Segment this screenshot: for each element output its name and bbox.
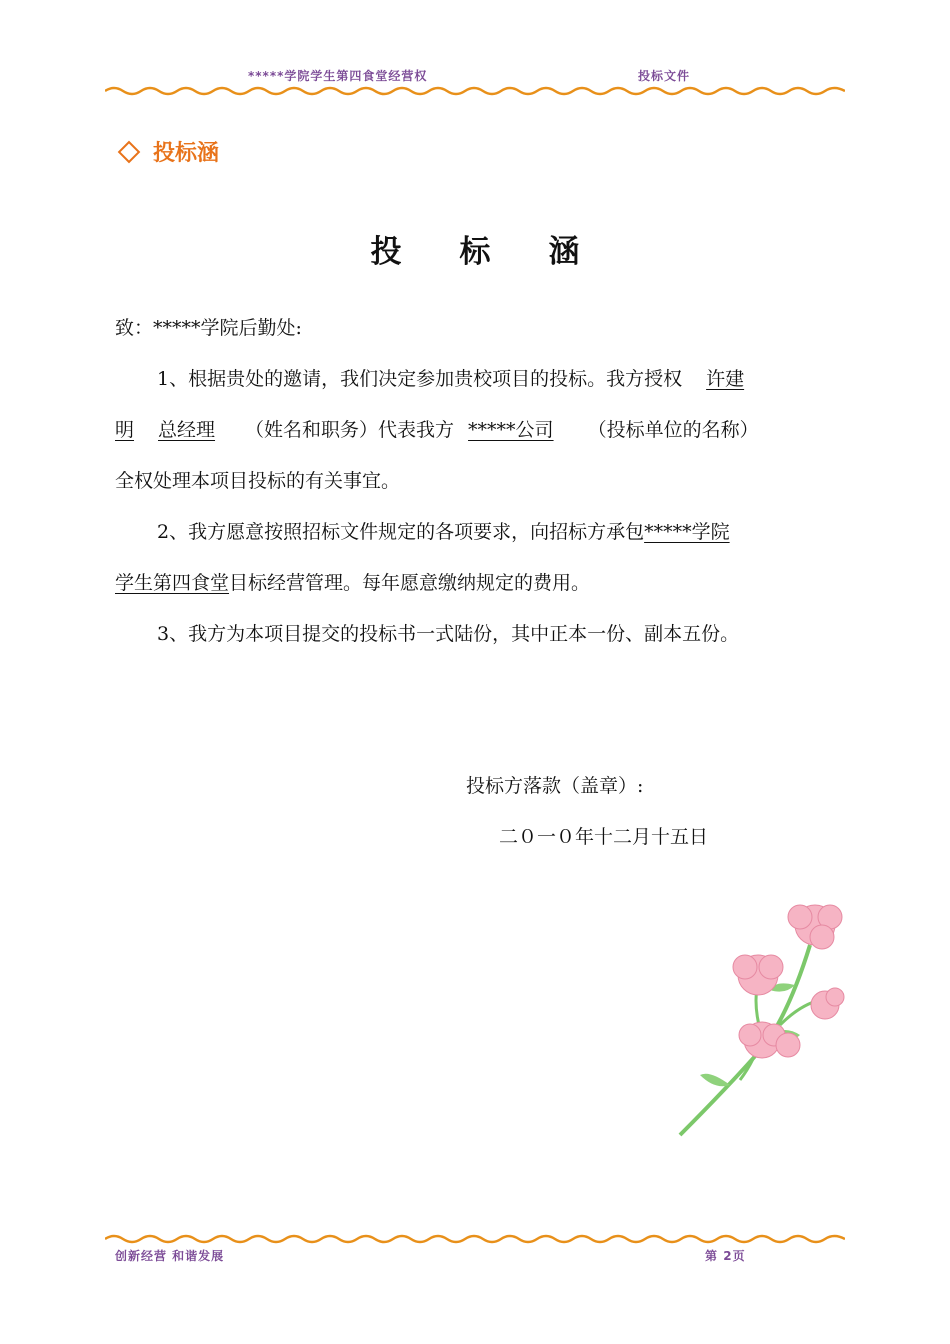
paragraph-2-line-1 — [157, 519, 730, 545]
authorized-person-name-part2: 明 — [115, 419, 135, 441]
header-left-text: *****学院学生第四食堂经营权 — [248, 69, 428, 83]
project-name-part1: *****学院 — [644, 521, 730, 543]
document-title: 投标涵 — [370, 234, 638, 270]
footer-wave-divider — [105, 1232, 845, 1246]
signature-label: 投标方落款（盖章）: — [466, 775, 644, 797]
authorized-person-title: 总经理 — [158, 419, 216, 441]
p1-after-company: （投标单位的名称） — [587, 419, 759, 441]
page-indicator — [705, 1247, 746, 1264]
diamond-bullet-icon — [118, 140, 141, 163]
footer-slogan: 创新经营 和谐发展 — [115, 1249, 225, 1263]
paragraph-2-line-2 — [115, 570, 590, 596]
p2-rest-text: 目标经营管理。每年愿意缴纳规定的费用。 — [229, 572, 591, 594]
page-prefix: 第 — [705, 1249, 719, 1263]
p2-text: 2、我方愿意按照招标文件规定的各项要求，向招标方承包 — [157, 521, 645, 543]
page-suffix: 页 — [732, 1249, 746, 1263]
header-right-text: 投标文件 — [638, 69, 691, 83]
p1-mid-text: （姓名和职务）代表我方 — [245, 419, 455, 441]
p1-text: 1、根据贵处的邀请，我们决定参加贵校项目的投标。我方授权 — [157, 368, 683, 390]
header-wave-divider — [105, 84, 845, 98]
page-number: 2 — [723, 1249, 733, 1263]
section-heading — [117, 136, 219, 167]
paragraph-3: 3、我方为本项目提交的投标书一式陆份，其中正本一份、副本五份。 — [157, 623, 740, 645]
paragraph-1-line-1 — [157, 366, 744, 392]
bidder-company-name: *****公司 — [468, 419, 554, 441]
document-date: 二０一０年十二月十五日 — [499, 826, 709, 848]
section-heading-text: 投标涵 — [153, 141, 220, 166]
paragraph-1-line-2 — [115, 417, 759, 443]
project-name-part2: 学生第四食堂 — [115, 572, 230, 594]
carnation-flower-icon — [670, 895, 870, 1145]
salutation: 致：*****学院后勤处: — [115, 317, 302, 339]
paragraph-1-line-3: 全权处理本项目投标的有关事宜。 — [115, 470, 401, 492]
authorized-person-name-part1: 许建 — [706, 368, 745, 390]
